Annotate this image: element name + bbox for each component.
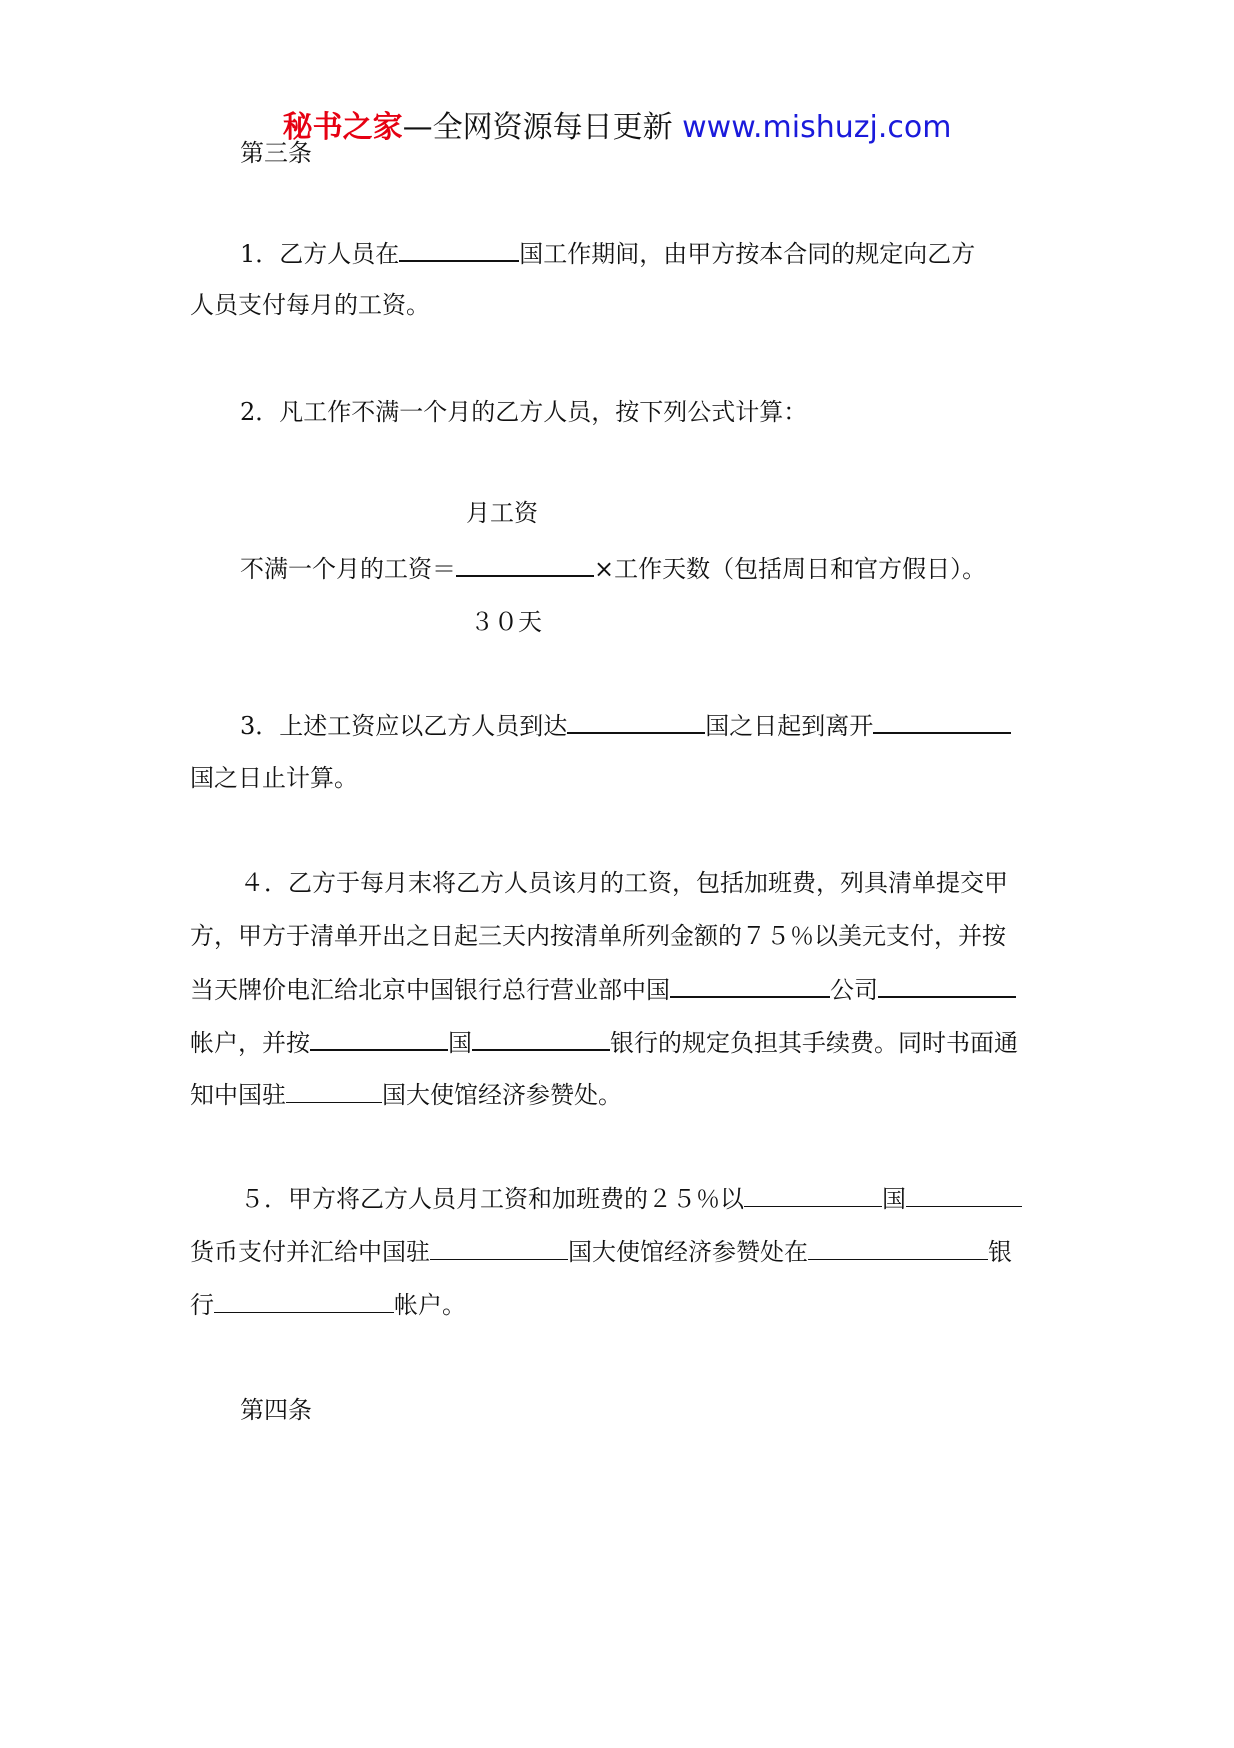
blank-field (878, 974, 1016, 998)
p5-line3 (190, 1290, 466, 1320)
p4-text-4a: 帐户，并按 (190, 1029, 310, 1057)
p2-line: 2．凡工作不满一个月的乙方人员，按下列公式计算： (240, 398, 808, 426)
p5-text-2b: 国大使馆经济参赞处在 (568, 1238, 808, 1266)
p4-text-5b: 国大使馆经济参赞处。 (382, 1081, 622, 1109)
p5-text-3a: 行 (190, 1291, 214, 1319)
p4-text-3b: 公司 (830, 976, 878, 1004)
formula-text-a: 不满一个月的工资＝ (240, 555, 456, 583)
p5-text-2a: 货币支付并汇给中国驻 (190, 1238, 430, 1266)
p5-line2 (190, 1237, 1012, 1267)
article-3-title: 第三条 (240, 139, 312, 167)
blank-field (744, 1184, 882, 1207)
p5-text-1b: 国 (882, 1185, 906, 1213)
formula-line (240, 553, 986, 584)
formula-numerator: 月工资 (466, 499, 538, 527)
p5-text-3b: 帐户。 (394, 1291, 466, 1319)
p4-line2: 方，甲方于清单开出之日起三天内按清单所列金额的７５％以美元支付，并按 (190, 922, 1006, 950)
p3-line1 (240, 710, 1011, 741)
blank-field (310, 1027, 448, 1051)
blank-field (472, 1027, 610, 1051)
site-header (0, 102, 1234, 146)
blank-field (567, 710, 705, 734)
header-brand: 秘书之家 (282, 110, 403, 145)
blank-field (399, 238, 519, 262)
blank-field (456, 553, 594, 577)
blank-field (430, 1237, 568, 1260)
p1-line2: 人员支付每月的工资。 (190, 291, 430, 319)
formula-denominator: ３０天 (470, 608, 542, 636)
p4-text-5a: 知中国驻 (190, 1081, 286, 1109)
p4-line3 (190, 974, 1016, 1005)
p4-text-3a: 当天牌价电汇给北京中国银行总行营业部中国 (190, 976, 670, 1004)
blank-field (873, 710, 1011, 734)
blank-field (808, 1237, 988, 1260)
p4-line1: ４．乙方于每月末将乙方人员该月的工资，包括加班费，列具清单提交甲 (240, 869, 1008, 897)
p5-text-1a: ５．甲方将乙方人员月工资和加班费的２５％以 (240, 1185, 744, 1213)
p5-line1 (240, 1184, 1022, 1214)
p5-text-2c: 银 (988, 1238, 1012, 1266)
blank-field (286, 1080, 382, 1103)
blank-field (670, 974, 830, 998)
header-tagline: —全网资源每日更新 (402, 110, 683, 145)
p1-text-a: 1．乙方人员在 (240, 240, 400, 268)
p1-line1 (240, 238, 975, 269)
blank-field (906, 1184, 1022, 1207)
p4-text-4b: 国 (448, 1029, 472, 1057)
p3-text-b: 国之日起到离开 (705, 712, 874, 740)
p3-line2: 国之日止计算。 (190, 764, 358, 792)
blank-field (214, 1290, 394, 1313)
p1-text-b: 国工作期间，由甲方按本合同的规定向乙方 (519, 240, 976, 268)
article-4-title: 第四条 (240, 1396, 312, 1424)
header-url[interactable]: www.mishuzj.com (682, 110, 952, 145)
p3-text-a: 3．上述工资应以乙方人员到达 (240, 712, 568, 740)
formula-text-b: ×工作天数（包括周日和官方假日）。 (594, 555, 987, 583)
p4-line5 (190, 1080, 622, 1110)
p4-text-4c: 银行的规定负担其手续费。同时书面通 (610, 1029, 1018, 1057)
p4-line4 (190, 1027, 1018, 1058)
